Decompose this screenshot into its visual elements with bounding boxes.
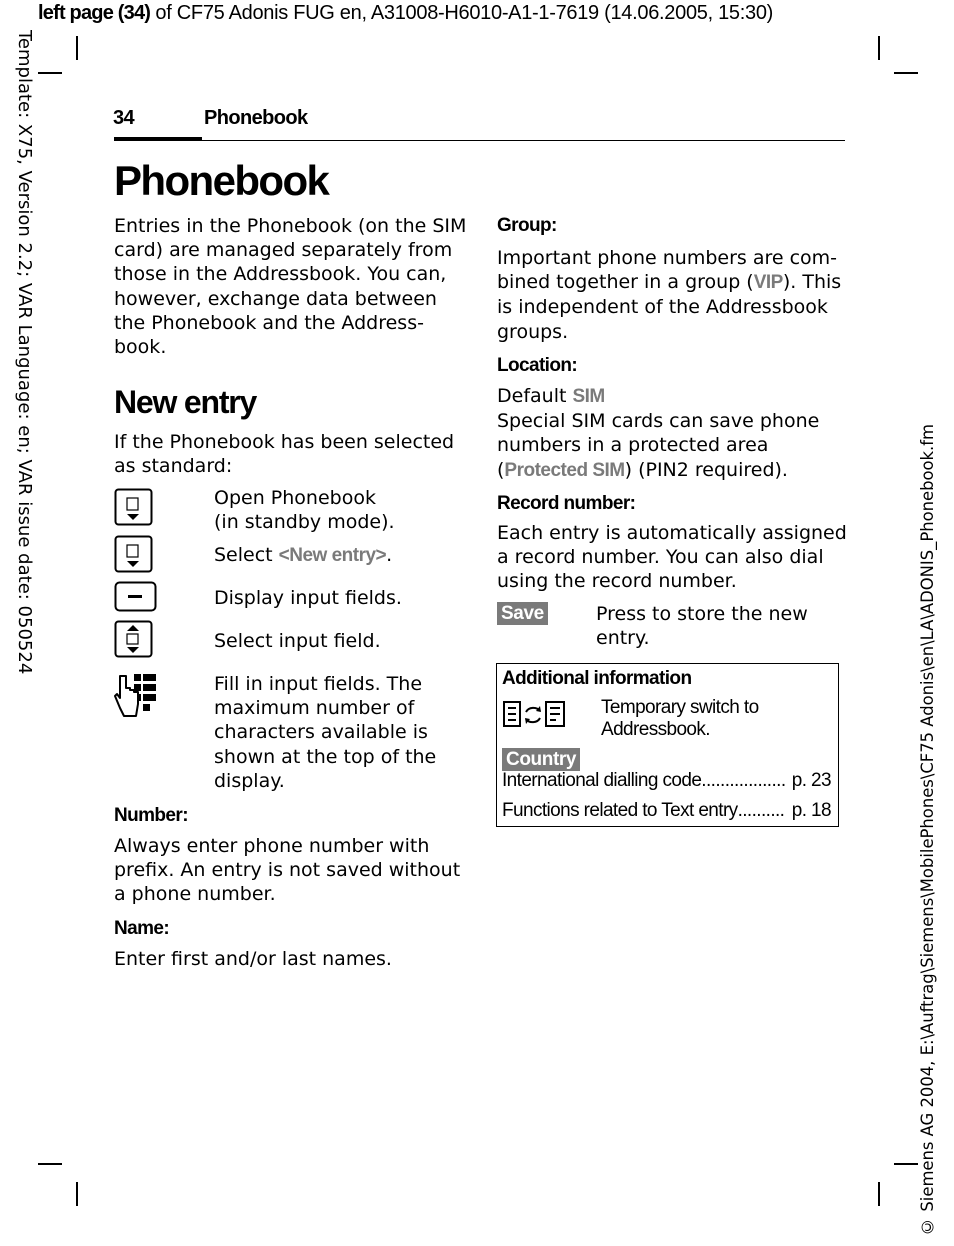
phonebook-addressbook-switch-icon [502,700,568,730]
page-number: 34 [113,107,135,129]
country-softkey[interactable]: Country [502,748,580,771]
header-rule [202,140,845,141]
record-number-label: Record number: [497,493,636,514]
crop-mark [76,1182,78,1206]
print-info-line [38,2,773,25]
crop-mark [878,1182,880,1206]
group-paragraph: Important phone numbers are com- bined together in a group (VIP). This is independent of the Addressbook groups. [497,247,842,343]
new-entry-intro: If the Phonebook has been selected as standard: [114,431,455,478]
group-label: Group: [497,215,557,236]
name-paragraph: Enter first and/or last names. [114,948,392,970]
crop-mark [894,1163,918,1165]
location-protected-sim: Protected SIM [504,459,625,481]
keypad-hand-icon [114,672,158,718]
info-box-title: Additional information [502,668,692,689]
name-label: Name: [114,918,170,939]
intro-paragraph: Entries in the Phonebook (on the SIM card) are managed separately from those in the Addressbook. You can, however, exchange data between the Phonebook and the Address- book. [114,215,467,359]
crop-mark [38,72,62,74]
page-title: Phonebook [114,157,329,204]
crop-mark [76,36,78,60]
header-thick-rule [114,137,202,141]
step-select-field: Select input field. [214,630,381,652]
save-description: Press to store the new entry. [596,603,808,650]
section-heading-new-entry: New entry [114,384,257,420]
print-file-info: of CF75 Adonis FUG en, A31008-H6010-A1-1-7619 (14.06.2005, 15:30) [150,2,774,24]
number-paragraph: Always enter phone number with prefix. An entry is not saved without a phone number. [114,835,461,906]
location-sim: SIM [572,386,605,407]
running-title: Phonebook [204,107,308,129]
save-softkey[interactable]: Save [497,602,548,625]
nav-key-down-icon [114,535,154,573]
location-label: Location: [497,355,578,376]
menu-item-new-entry[interactable]: <New entry> [278,545,387,566]
step-select-new-entry: Select <New entry>. [214,544,393,566]
nav-key-updown-icon [114,620,154,658]
step-display-fields: Display input fields. [214,587,402,609]
print-page-label: left page (34) [38,2,151,24]
step-fill-fields: Fill in input fields. The maximum number of characters available is shown at the top of the display. [214,673,437,792]
group-vip: VIP [753,272,783,294]
ref-text-entry[interactable]: Functions related to Text entry .......... p. 18 [502,800,831,821]
side-template-info: Template: X75, Version 2.2; VAR Language: en; VAR issue date: 050524 [14,30,35,675]
step-open-phonebook: Open Phonebook (in standby mode). [214,487,395,534]
location-paragraph: Default SIM Special SIM cards can save phone numbers in a protected area (Protected SIM) (PIN2 required). [497,385,820,481]
crop-mark [894,72,918,74]
switch-description: Temporary switch to Addressbook. [601,697,759,740]
softkey-icon [114,581,158,613]
nav-key-down-icon [114,488,154,526]
number-label: Number: [114,805,188,826]
ref-international-dialling[interactable]: International dialling code .................. p. 23 [502,770,831,791]
crop-mark [878,36,880,60]
side-copyright-path: © Siemens AG 2004, E:\Auftrag\Siemens\MobilePhones\CF75 Adonis\en\LA\ADONIS_Phonebook.fm [918,424,937,1236]
record-number-paragraph: Each entry is automatically assigned a record number. You can also dial using the record number. [497,522,847,593]
crop-mark [38,1163,62,1165]
